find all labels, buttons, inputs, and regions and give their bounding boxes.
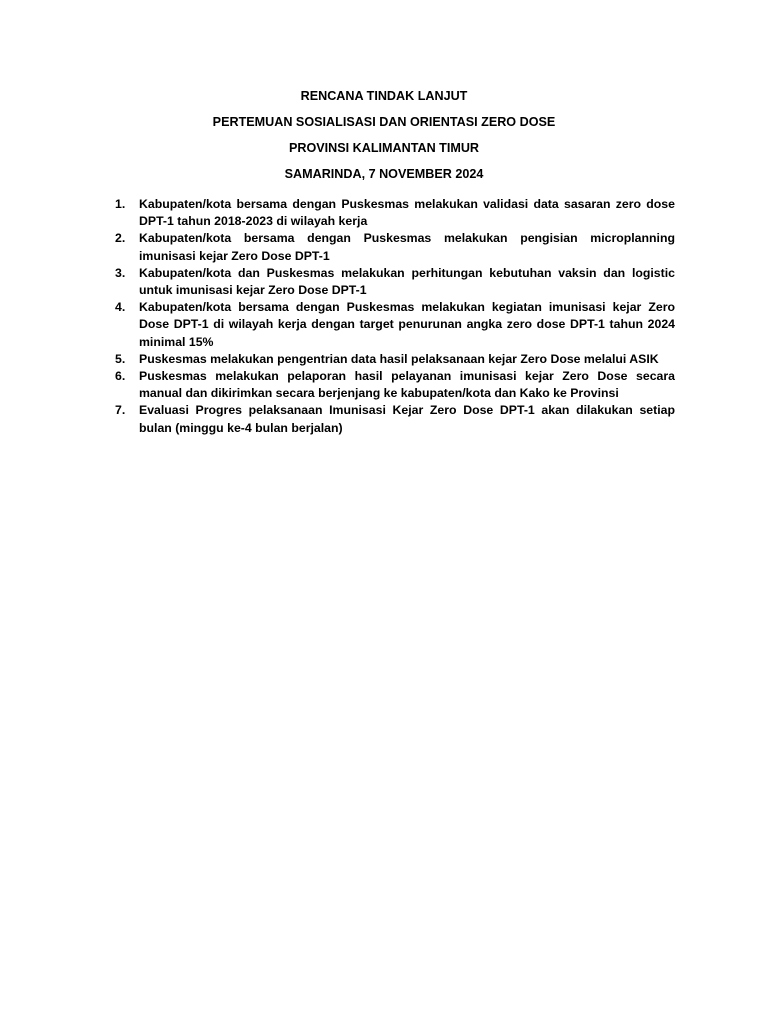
list-item-number: 6. [115,369,126,384]
action-plan-list [115,196,675,437]
document-province: PROVINSI KALIMANTAN TIMUR [288,141,480,155]
list-item-number: 1. [115,197,126,211]
list-item-number: 3. [115,265,126,280]
list-item [115,230,675,264]
list-item-text: Evaluasi Progres pelaksanaan Imunisasi Kejar Zero Dose DPT-1 akan dilakukan setiap bulan (minggu ke-4 bulan berjalan) [139,403,675,435]
list-item-text: Puskesmas melakukan pelaporan hasil pelayanan imunisasi kejar Zero Dose secara manual dan dikirimkan secara berjenjang ke kabupaten/kota dan Kako ke Provinsi [139,369,675,401]
list-item [115,196,675,230]
document-place-date: SAMARINDA, 7 NOVEMBER 2024 [284,167,484,181]
list-item-text: Kabupaten/kota bersama dengan Puskesmas melakukan kegiatan imunisasi kejar Zero Dose DPT-1 di wilayah kerja dengan target penurunan angka zero dose DPT-1 tahun 2024 minimal 15% [139,300,675,349]
list-item [115,351,675,368]
list-item-text: Puskesmas melakukan pengentrian data hasil pelaksanaan kejar Zero Dose melalui ASIK [139,351,659,366]
document-title: RENCANA TINDAK LANJUT [300,89,468,103]
list-item [115,402,675,436]
list-item-number: 4. [115,300,126,315]
document-header [0,88,768,192]
list-item [115,265,675,299]
list-item-text: Kabupaten/kota bersama dengan Puskesmas melakukan pengisian microplanning imunisasi kejar Zero Dose DPT-1 [139,231,675,263]
list-item-number: 7. [115,403,126,418]
list-item-text: Kabupaten/kota dan Puskesmas melakukan perhitungan kebutuhan vaksin dan logistic untuk imunisasi kejar Zero Dose DPT-1 [139,265,675,298]
list-item [115,299,675,351]
document-subtitle: PERTEMUAN SOSIALISASI DAN ORIENTASI ZERO DOSE [212,115,556,129]
list-item-number: 5. [115,351,126,366]
list-item-number: 2. [115,231,126,246]
list-item-text: Kabupaten/kota bersama dengan Puskesmas melakukan validasi data sasaran zero dose DPT-1 tahun 2018-2023 di wilayah kerja [139,197,675,229]
list-item [115,368,675,402]
